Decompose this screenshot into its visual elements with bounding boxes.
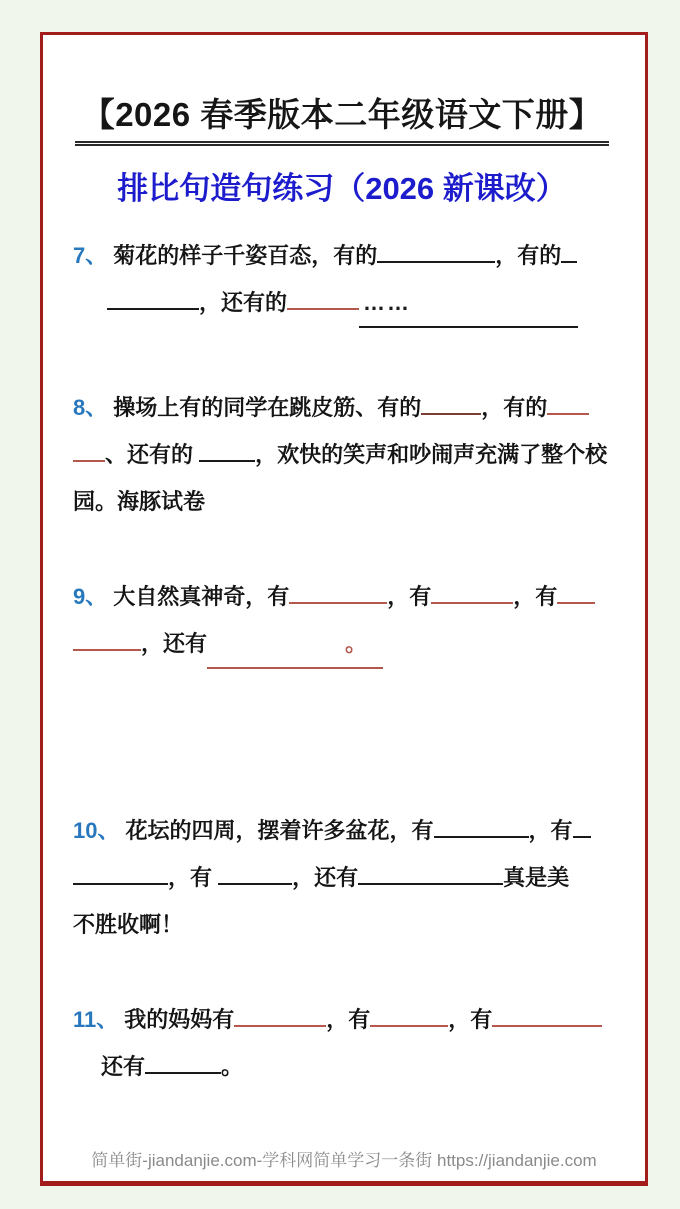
blank-line xyxy=(73,460,105,462)
question-7 xyxy=(73,232,611,328)
question-text: 真是美 xyxy=(503,865,570,890)
blank-line xyxy=(377,261,495,263)
question-10 xyxy=(73,807,611,948)
question-text: ，有 xyxy=(448,1007,493,1032)
blank-line xyxy=(73,883,168,885)
worksheet-page xyxy=(40,32,648,1186)
question-11 xyxy=(73,996,611,1090)
question-7-line-2 xyxy=(73,279,611,328)
question-text: 我的妈妈有 xyxy=(124,1007,235,1032)
question-text: 大自然真神奇，有 xyxy=(113,584,290,609)
question-number: 9、 xyxy=(73,584,108,609)
blank-line xyxy=(370,1025,448,1027)
question-text: ，欢快的笑声和吵闹声充满了整个校 xyxy=(255,442,608,467)
question-text: 还有 xyxy=(101,1054,146,1079)
blank-line-with-period: 。 xyxy=(207,620,383,669)
question-text: ，有 xyxy=(168,865,213,890)
question-text: 菊花的样子千姿百态，有的 xyxy=(113,243,378,268)
question-number: 7、 xyxy=(73,243,108,268)
blank-line xyxy=(492,1025,602,1027)
question-7-line-1 xyxy=(73,232,611,279)
question-8-line-1 xyxy=(73,384,611,431)
question-text: 操场上有的同学在跳皮筋、有的 xyxy=(113,395,422,420)
blank-line xyxy=(358,883,503,885)
question-10-line-2 xyxy=(73,854,611,901)
blank-line xyxy=(289,602,387,604)
question-text: ，有 xyxy=(326,1007,371,1032)
question-text: 。 xyxy=(221,1054,244,1079)
footer-watermark: 简单街-jiandanjie.com-学科网简单学习一条街 https://jiandanjie.com xyxy=(91,1151,597,1170)
blank-line xyxy=(431,602,513,604)
question-text: ，有 xyxy=(528,818,573,843)
question-text: ，有的 xyxy=(481,395,548,420)
question-9 xyxy=(73,573,611,669)
question-number: 8、 xyxy=(73,395,108,420)
page-title: 【2026 春季版本二年级语文下册】 xyxy=(75,89,609,146)
question-10-line-3 xyxy=(73,901,611,948)
question-text: ，有的 xyxy=(495,243,562,268)
blank-line xyxy=(73,649,141,651)
blank-line xyxy=(561,261,577,263)
question-11-line-1 xyxy=(73,996,611,1043)
question-8-line-3 xyxy=(73,478,611,525)
question-number: 11、 xyxy=(73,1007,119,1032)
question-11-line-2 xyxy=(73,1043,611,1090)
blank-line xyxy=(199,460,255,462)
blank-line xyxy=(107,308,199,310)
blank-line xyxy=(434,836,529,838)
blank-line xyxy=(218,883,292,885)
blank-line xyxy=(421,413,481,415)
page-subtitle: 排比句造句练习（2026 新课改） xyxy=(117,171,567,206)
question-text: ，有 xyxy=(387,584,432,609)
question-number: 10、 xyxy=(73,818,120,843)
question-8 xyxy=(73,384,611,525)
blank-line xyxy=(234,1025,326,1027)
question-9-line-2 xyxy=(73,620,611,669)
question-9-line-1 xyxy=(73,573,611,620)
worksheet-content xyxy=(43,35,645,1090)
question-text: ，有 xyxy=(513,584,558,609)
question-text: ，还有 xyxy=(141,631,208,656)
question-text: 不胜收啊！ xyxy=(73,912,184,937)
blank-line xyxy=(145,1072,221,1074)
question-10-line-1 xyxy=(73,807,611,854)
blank-line xyxy=(287,308,359,310)
question-8-line-2 xyxy=(73,431,611,478)
blank-line-with-ellipsis: …… xyxy=(359,279,578,328)
question-text: 花坛的四周，摆着许多盆花，有 xyxy=(125,818,434,843)
question-text: 园。海豚试卷 xyxy=(73,489,206,514)
question-text: 、还有的 xyxy=(105,442,194,467)
question-text: ，还有的 xyxy=(199,290,288,315)
blank-line xyxy=(547,413,589,415)
blank-line xyxy=(557,602,595,604)
question-list xyxy=(73,232,611,1090)
question-text: ，还有 xyxy=(292,865,359,890)
blank-line xyxy=(573,836,591,838)
